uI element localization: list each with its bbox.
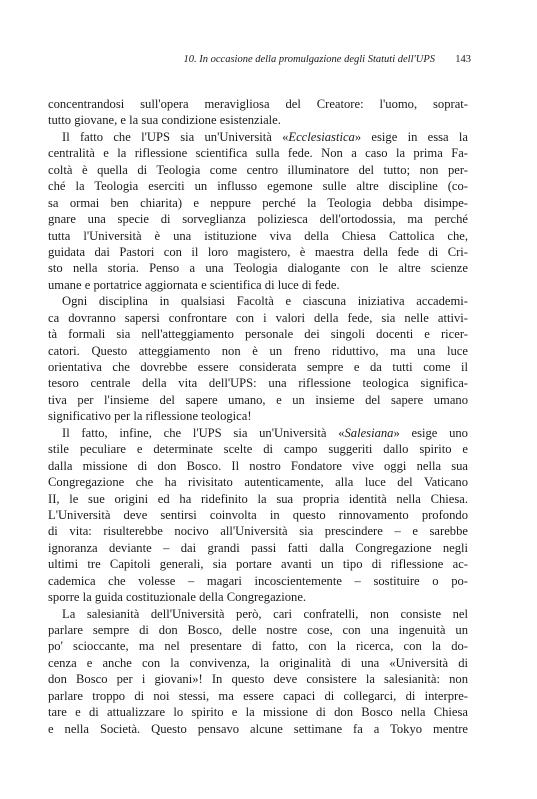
- text-line: tutta l'Università è una istituzione viva della Chiesa Cattolica che,: [48, 228, 468, 243]
- text-line: tà formali sia nell'atteggiamento personale dei singoli docenti e ricer-: [48, 327, 468, 342]
- running-title: 10. In occasione della promulgazione degli Statuti dell'UPS: [183, 54, 435, 65]
- text-line: dalla missione di don Bosco. Il nostro Fondatore vive oggi nella sua: [48, 458, 468, 473]
- text-line: di vita: risulterebbe nocivo all'Università sia prescindere – e sarebbe: [48, 524, 468, 539]
- text-line: concentrandosi sull'opera meravigliosa del Creatore: l'uomo, soprat-: [48, 97, 468, 111]
- text-line: tare e di attualizzare lo spirito e la missione di don Bosco nella Chiesa: [48, 705, 468, 720]
- text-line: ultimi tre Capitoli generali, sia portare avanti un tipo di riflessione ac-: [48, 557, 468, 572]
- text-line: parlare sempre di don Bosco, delle nostre cose, con una ingenuità un: [48, 623, 468, 637]
- emphasized-term: Salesiana: [344, 425, 394, 440]
- text-line: ignoranza deviante – dai grandi passi fatti dalla Congregazione negli: [48, 540, 468, 555]
- text-line: tutto giovane, e la sua condizione esistenziale.: [48, 113, 281, 128]
- text-line: sporre la guida costituzionale della Congregazione.: [48, 590, 307, 605]
- text-line: gnare una specie di sorveglianza poliziesca dell'ortodossia, ma perché: [48, 212, 468, 227]
- text-line: cademica che volesse – magari incoscientemente – sostituire o po-: [48, 573, 468, 588]
- text-line: don Bosco per i giovani»! In questo deve consistere la salesianità: non: [48, 672, 468, 687]
- text-line: umane e portatrice aggiornata e scientifica di luce di fede.: [48, 277, 340, 292]
- text-line: ca dovranno sapersi confrontare con i valori della fede, sia nelle attivi-: [48, 310, 468, 325]
- text-line: Il fatto che l'UPS sia un'Università «Ecclesiastica» esige in essa la: [62, 129, 468, 144]
- text-line: po' scioccante, ma nel presentare di fatto, con la ricerca, con la do-: [48, 639, 468, 654]
- text-line: Congregazione che ha rivisitato autenticamente, alla luce del Vaticano: [48, 475, 468, 490]
- text-line: Il fatto, infine, che l'UPS sia un'Università «Salesiana» esige uno: [62, 425, 468, 440]
- text-line: orientativa che dovrebbe essere considerata sempre e da tutti come il: [48, 360, 468, 374]
- text-line: catori. Questo atteggiamento non è un freno riduttivo, ma una luce: [48, 343, 468, 358]
- text-line: coltà è quella di Teologia come centro illuminatore del tutto; non per-: [48, 162, 468, 177]
- text-line: guidata dai Pastori con il loro magistero, è maestra della fede di Cri-: [48, 244, 468, 259]
- text-line: stile peculiare e determinate scelte di campo suggeriti dallo spirito e: [48, 442, 468, 457]
- text-line: e nella Società. Questo pensavo alcune settimane fa a Tokyo mentre: [48, 721, 468, 736]
- text-line: sto nella storia. Penso a una Teologia dialogante con le altre scienze: [48, 261, 468, 276]
- text-line: centralità e la riflessione scientifica sulla fede. Non a caso la prima Fa-: [48, 146, 468, 161]
- text-line: parlare troppo di noi stessi, ma essere capaci di collegarci, di interpre-: [48, 688, 468, 703]
- page-number: 143: [455, 54, 471, 65]
- text-line: tiva per l'insieme del sapere umano, e un insieme del sapere umano: [48, 392, 468, 407]
- body-text: [48, 96, 468, 737]
- emphasized-term: Ecclesiastica: [288, 129, 355, 144]
- text-line: L'Università deve sentirsi coinvolta in questo rinnovamento profondo: [48, 507, 468, 522]
- text-line: significativo per la riflessione teologica!: [48, 409, 252, 424]
- text-line: ché la Teologia eserciti un influsso egemone sulle altre discipline (co-: [48, 179, 468, 194]
- text-line: cenza e anche con la convivenza, la originalità di una «Università di: [48, 655, 468, 670]
- text-line: II, le sue origini ed ha ridefinito la sua propria identità nella Chiesa.: [48, 491, 468, 506]
- text-line: Ogni disciplina in qualsiasi Facoltà e ciascuna iniziativa accademi-: [62, 294, 468, 309]
- running-header: [46, 54, 471, 70]
- text-line: sa ormai ben chiarita) e neppure perché la Teologia debba disimpe-: [48, 195, 468, 210]
- text-line: La salesianità dell'Università però, cari confratelli, non consiste nel: [62, 606, 468, 621]
- text-line: tesoro centrale della vita dell'UPS: una riflessione teologica significa-: [48, 376, 468, 391]
